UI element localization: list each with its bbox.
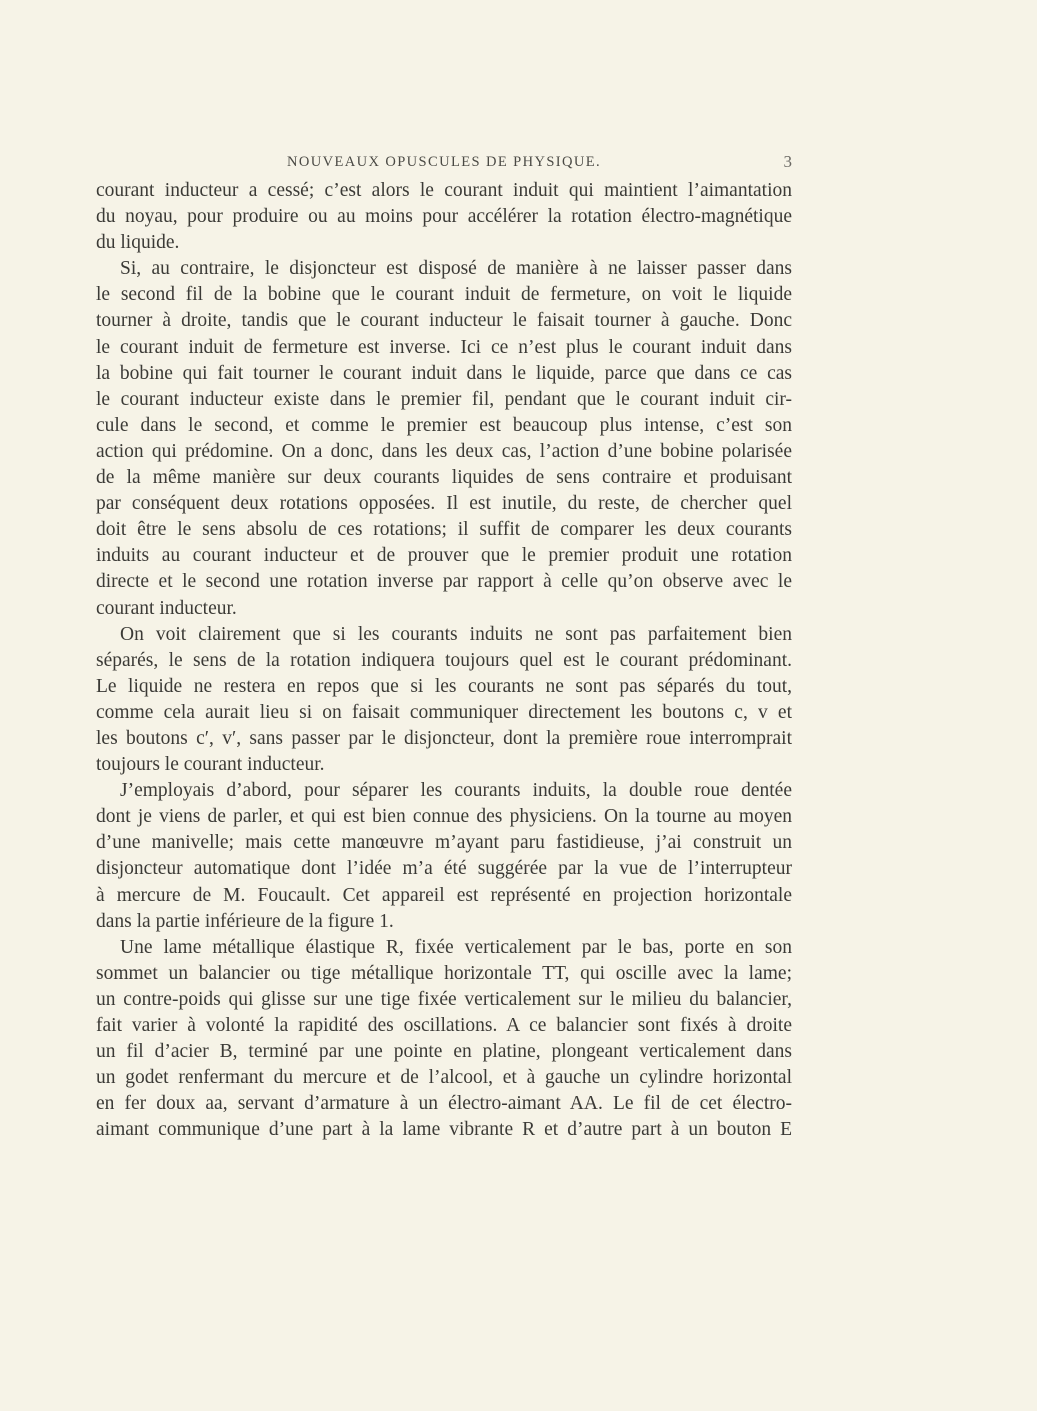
text-line: toujours le courant inducteur. — [96, 754, 325, 776]
text-line: Une lame métallique élastique R, fixée verticalement par le bas, porte en son — [120, 936, 792, 958]
text-line: la bobine qui fait tourner le courant induit dans le liquide, parce que dans ce cas — [96, 362, 792, 384]
text-line: Si, au contraire, le disjoncteur est disposé de manière à ne laisser passer dans — [120, 258, 792, 280]
page-number: 3 — [783, 152, 792, 171]
text-line: du liquide. — [96, 232, 180, 254]
text-line: J’employais d’abord, pour séparer les courants induits, la double roue dentée — [120, 780, 792, 802]
text-line: d’une manivelle; mais cette manœuvre m’ayant paru fastidieuse, j’ai construit un — [96, 832, 792, 854]
text-line: les boutons c′, v′, sans passer par le disjoncteur, dont la première roue interromprait — [96, 727, 792, 749]
text-line: directe et le second une rotation inverse par rapport à celle qu’on observe avec le — [96, 571, 792, 593]
text-line: aimant communique d’une part à la lame vibrante R et d’autre part à un bouton E — [96, 1119, 792, 1141]
text-line: comme cela aurait lieu si on faisait communiquer directement les boutons c, v et — [96, 701, 792, 723]
text-line: doit être le sens absolu de ces rotations; il suffit de comparer les deux courants — [96, 519, 792, 541]
text-line: par conséquent deux rotations opposées. Il est inutile, du reste, de chercher quel — [96, 493, 792, 515]
text-line: courant inducteur. — [96, 597, 237, 619]
text-line: le courant inducteur existe dans le premier fil, pendant que le courant induit cir- — [96, 388, 792, 410]
text-line: séparés, le sens de la rotation indiquera toujours quel est le courant prédominant. — [96, 649, 792, 671]
text-line: le courant induit de fermeture est inverse. Ici ce n’est plus le courant induit dans — [96, 336, 792, 358]
text-line: dont je viens de parler, et qui est bien connue des physiciens. On la tourne au moyen — [96, 806, 792, 828]
text-line: action qui prédomine. On a donc, dans les deux cas, l’action d’une bobine polarisée — [96, 440, 792, 462]
text-line: fait varier à volonté la rapidité des oscillations. A ce balancier sont fixés à droite — [96, 1015, 792, 1036]
text-line: sommet un balancier ou tige métallique horizontale TT, qui oscille avec la lame; — [96, 962, 792, 984]
text-line: le second fil de la bobine que le courant induit de fermeture, on voit le liquide — [96, 284, 792, 306]
text-line: induits au courant inducteur et de prouver que le premier produit une rotation — [96, 545, 792, 567]
body-text — [96, 178, 792, 1143]
running-head — [96, 154, 792, 176]
text-line: disjoncteur automatique dont l’idée m’a été suggérée par la vue de l’interrupteur — [96, 858, 792, 880]
text-line: Le liquide ne restera en repos que si les courants ne sont pas séparés du tout, — [96, 675, 792, 697]
text-line: courant inducteur a cessé; c’est alors le courant induit qui maintient l’aimantation — [96, 180, 792, 201]
text-line: tourner à droite, tandis que le courant inducteur le faisait tourner à gauche. Donc — [96, 310, 792, 332]
text-line: cule dans le second, et comme le premier est beaucoup plus intense, c’est son — [96, 414, 792, 436]
text-line: en fer doux aa, servant d’armature à un électro-aimant AA. Le fil de cet électro- — [96, 1093, 792, 1115]
text-line: dans la partie inférieure de la figure 1. — [96, 910, 394, 932]
text-line: un godet renfermant du mercure et de l’alcool, et à gauche un cylindre horizontal — [96, 1067, 792, 1089]
text-line: à mercure de M. Foucault. Cet appareil est représenté en projection horizontale — [96, 884, 792, 906]
text-line: du noyau, pour produire ou au moins pour accélérer la rotation électro-magnétique — [96, 206, 792, 228]
text-line: un contre-poids qui glisse sur une tige fixée verticalement sur le milieu du balancier, — [96, 988, 792, 1010]
text-line: On voit clairement que si les courants induits ne sont pas parfaitement bien — [120, 623, 792, 645]
text-line: un fil d’acier B, terminé par une pointe en platine, plongeant verticalement dans — [96, 1041, 792, 1063]
running-title: NOUVEAUX OPUSCULES DE PHYSIQUE. — [286, 154, 602, 170]
text-line: de la même manière sur deux courants liquides de sens contraire et produisant — [96, 467, 792, 489]
